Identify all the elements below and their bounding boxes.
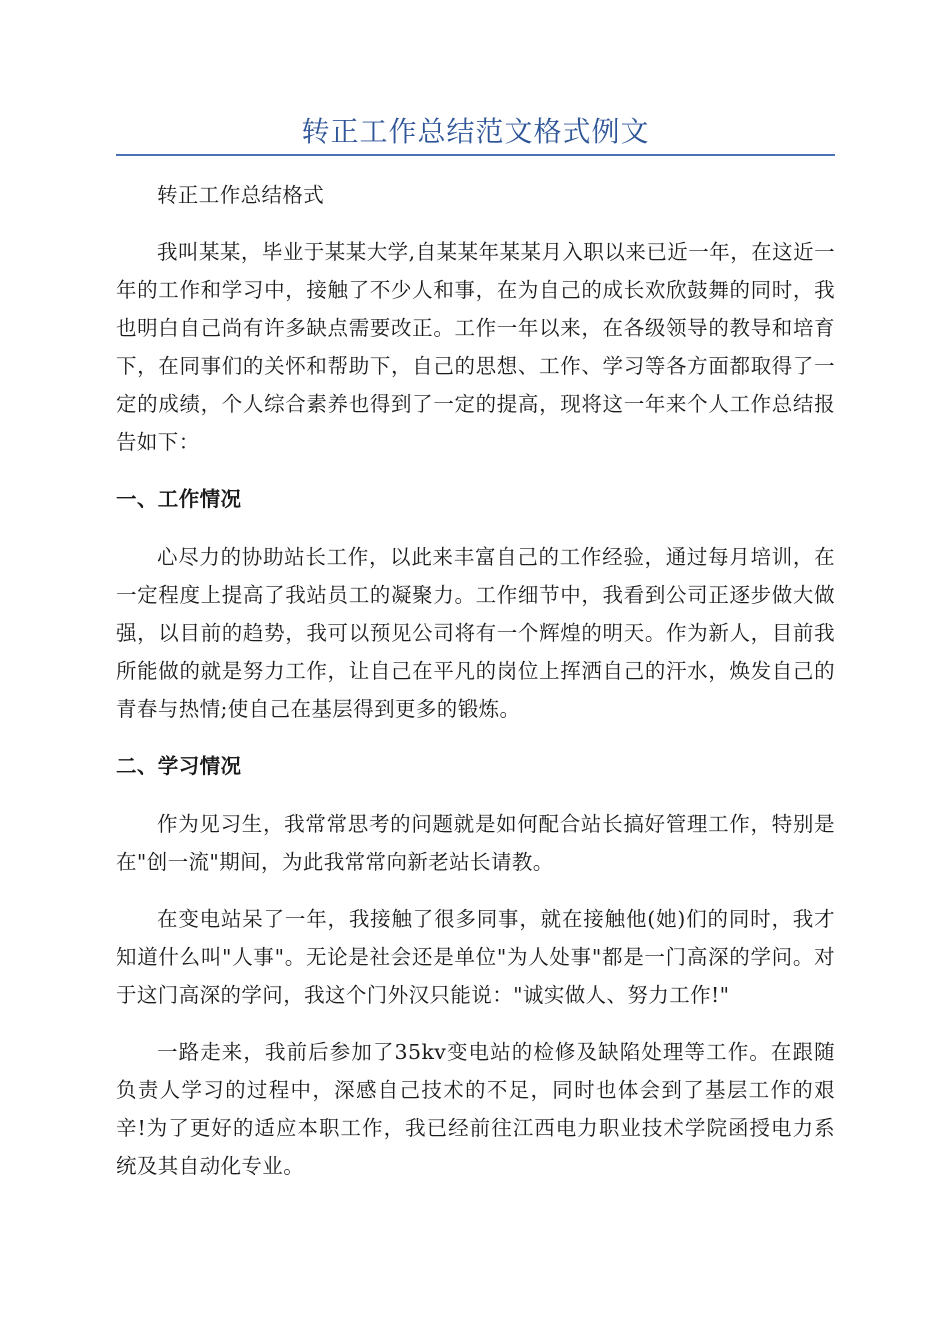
document-title: 转正工作总结范文格式例文 [301, 115, 650, 148]
subtitle-paragraph: 转正工作总结格式 [157, 183, 325, 207]
document-body [116, 176, 835, 1204]
study-paragraph-3: 一路走来，我前后参加了35kv变电站的检修及缺陷处理等工作。在跟随负责人学习的过程中，深感自己技术的不足，同时也体会到了基层工作的艰辛!为了更好的适应本职工作，我已经前往江西电力职业技术学院函授电力系统及其自动化专业。 [116, 1040, 835, 1178]
study-paragraph-1: 作为见习生，我常常思考的问题就是如何配合站长搞好管理工作，特别是在"创一流"期间，为此我常常向新老站长请教。 [116, 812, 835, 874]
study-paragraph-2: 在变电站呆了一年，我接触了很多同事，就在接触他(她)们的同时，我才知道什么叫"人事"。无论是社会还是单位"为人处事"都是一门高深的学问。对于这门高深的学问，我这个门外汉只能说："诚实做人、努力工作!" [116, 907, 835, 1007]
title-underline [116, 154, 835, 156]
section-heading-work: 一、工作情况 [116, 487, 242, 511]
section-heading-study: 二、学习情况 [116, 754, 242, 778]
work-paragraph: 心尽力的协助站长工作，以此来丰富自己的工作经验，通过每月培训，在一定程度上提高了我站员工的凝聚力。工作细节中，我看到公司正逐步做大做强，以目前的趋势，我可以预见公司将有一个辉煌的明天。作为新人，目前我所能做的就是努力工作，让自己在平凡的岗位上挥洒自己的汗水，焕发自己的青春与热情;使自己在基层得到更多的锻炼。 [116, 545, 835, 721]
intro-paragraph: 我叫某某，毕业于某某大学,自某某年某某月入职以来已近一年，在这近一年的工作和学习中，接触了不少人和事，在为自己的成长欢欣鼓舞的同时，我也明白自己尚有许多缺点需要改正。工作一年以来，在各级领导的教导和培育下，在同事们的关怀和帮助下，自己的思想、工作、学习等各方面都取得了一定的成绩，个人综合素养也得到了一定的提高，现将这一年来个人工作总结报告如下： [116, 240, 835, 454]
